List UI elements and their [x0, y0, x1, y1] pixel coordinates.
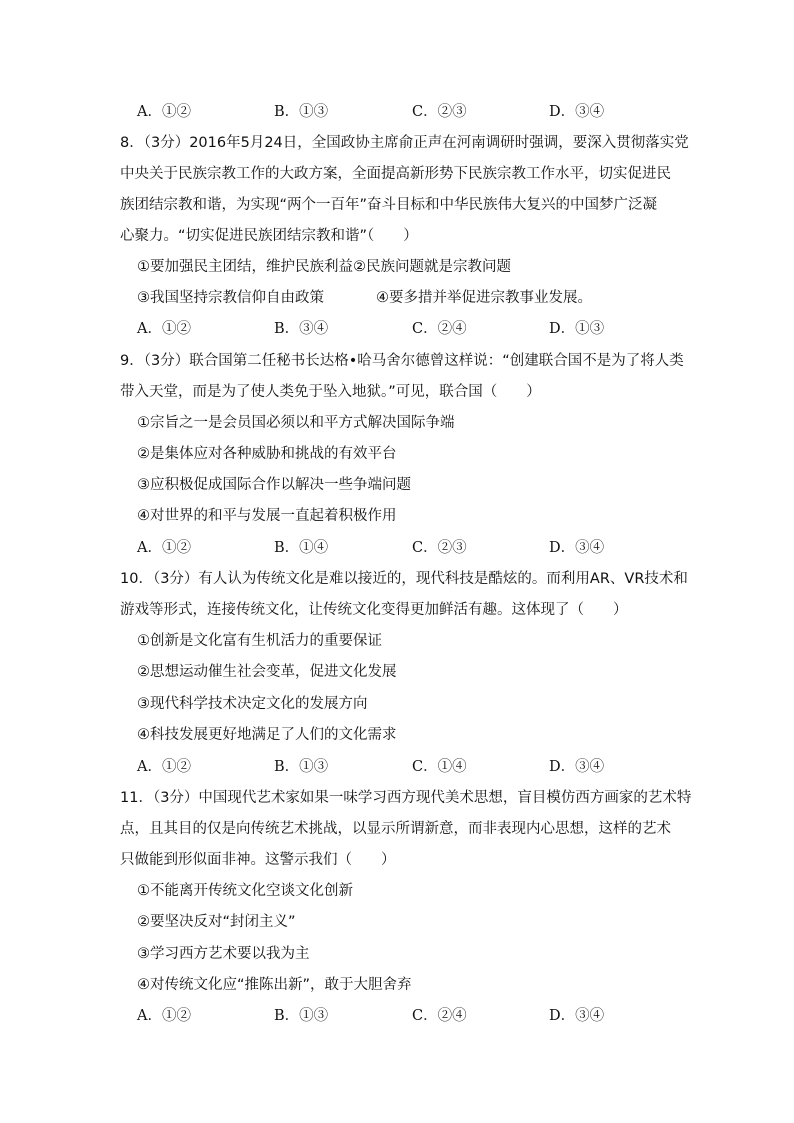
q8-option-c[interactable]: C．②④	[412, 321, 467, 337]
q11-stem-line-1: 11．（3分）中国现代艺术家如果一味学习西方现代美术思想，盲目模仿西方画家的艺术特	[120, 790, 692, 806]
q7-option-d[interactable]: D．③④	[549, 104, 605, 120]
q8-stem-line-1: 8．（3分）2016年5月24日，全国政协主席俞正声在河南调研时强调，要深入贯彻落实党	[120, 135, 689, 151]
q11-option-a[interactable]: A．①②	[137, 1008, 191, 1024]
q9-item-2: ②是集体应对各种威胁和挑战的有效平台	[137, 446, 397, 462]
q9-item-3: ③应积极促成国际合作以解决一些争端问题	[137, 477, 411, 493]
q8-stem-line-4: 心聚力。“切实促进民族团结宗教和谐”（ ）	[120, 228, 418, 244]
q11-item-1: ①不能离开传统文化空谈文化创新	[137, 883, 353, 899]
q10-item-1: ①创新是文化富有生机活力的重要保证	[137, 633, 382, 649]
q8-option-a[interactable]: A．①②	[137, 321, 191, 337]
q9-stem-line-2: 带入天堂，而是为了使人类免于坠入地狱。”可见，联合国（ ）	[120, 384, 541, 400]
q9-stem-line-1: 9．（3分）联合国第二任秘书长达格•哈马舍尔德曾这样说：“创建联合国不是为了将人类	[120, 353, 684, 369]
q11-item-2: ②要坚决反对“封闭主义”	[137, 914, 296, 930]
q8-option-b[interactable]: B．③④	[274, 321, 329, 337]
q8-item-3: ③我国坚持宗教信仰自由政策	[137, 290, 324, 306]
q7-option-a[interactable]: A．①②	[137, 104, 191, 120]
q11-option-b[interactable]: B．①③	[274, 1008, 329, 1024]
q10-stem-line-1: 10．（3分）有人认为传统文化是难以接近的，现代科技是酷炫的。而利用AR、VR技术和	[120, 571, 688, 587]
q9-option-d[interactable]: D．③④	[549, 540, 605, 556]
q10-item-3: ③现代科学技术决定文化的发展方向	[137, 696, 368, 712]
q10-option-d[interactable]: D．③④	[549, 759, 605, 775]
q9-item-4: ④对世界的和平与发展一直起着积极作用	[137, 508, 397, 524]
q8-item-4: ④要多措并举促进宗教事业发展。	[376, 290, 592, 306]
q10-item-2: ②思想运动催生社会变革，促进文化发展	[137, 664, 397, 680]
q10-stem-line-2: 游戏等形式，连接传统文化，让传统文化变得更加鲜活有趣。这体现了（ ）	[120, 602, 628, 618]
q7-option-c[interactable]: C．②③	[412, 104, 467, 120]
q8-option-d[interactable]: D．①③	[549, 321, 605, 337]
q7-option-b[interactable]: B．①③	[274, 104, 329, 120]
q8-stem-line-2: 中央关于民族宗教工作的大政方案，全面提高新形势下民族宗教工作水平，切实促进民	[120, 166, 671, 182]
q8-items-row-1: ①要加强民主团结，维护民族利益②民族问题就是宗教问题	[137, 259, 511, 275]
q11-option-d[interactable]: D．③④	[549, 1008, 605, 1024]
q11-stem-line-2: 点，且其目的仅是向传统艺术挑战，以显示所谓新意，而非表现内心思想，这样的艺术	[120, 821, 671, 837]
q11-item-3: ③学习西方艺术要以我为主	[137, 946, 310, 962]
q9-option-a[interactable]: A．①②	[137, 540, 191, 556]
q9-option-c[interactable]: C．②③	[412, 540, 467, 556]
q10-option-c[interactable]: C．①④	[412, 759, 467, 775]
q10-option-b[interactable]: B．①③	[274, 759, 329, 775]
q10-option-a[interactable]: A．①②	[137, 759, 191, 775]
q11-item-4: ④对传统文化应“推陈出新”，敢于大胆舍弃	[137, 977, 412, 993]
q9-option-b[interactable]: B．①④	[274, 540, 329, 556]
q11-option-c[interactable]: C．②④	[412, 1008, 467, 1024]
q9-item-1: ①宗旨之一是会员国必须以和平方式解决国际争端	[137, 415, 455, 431]
q8-stem-line-3: 族团结宗教和谐，为实现“两个一百年”奋斗目标和中华民族伟大复兴的中国梦广泛凝	[120, 197, 658, 213]
q10-item-4: ④科技发展更好地满足了人们的文化需求	[137, 727, 397, 743]
q11-stem-line-3: 只做能到形似面非神。这警示我们（ ）	[120, 852, 396, 868]
